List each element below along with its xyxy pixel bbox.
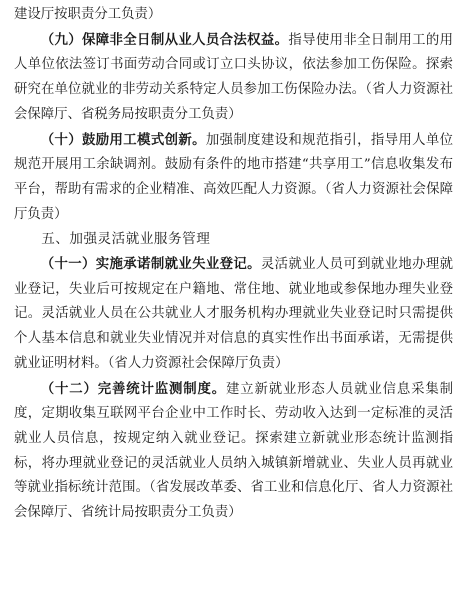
item-11-body: 灵活就业人员可到就业地办理就业登记，失业后可按规定在户籍地、常住地、就业地或参保地办理失业登记。灵活就业人员在公共就业人才服务机构办理就业失业登记时只需提供个人基本信息和就业失业情况并对信息的真实性作出书面承诺，无需提供就业证明材料。（省人力资源社会保障厅负责） xyxy=(14,257,454,371)
item-12-body: 建立新就业形态人员就业信息采集制度，定期收集互联网平台企业中工作时长、劳动收入达到一定标准的灵活就业人员信息，按规定纳入就业登记。探索建立新就业形态统计监测指标，将办理就业登记的灵活就业人员纳入城镇新增就业、失业人员再就业等就业指标统计范围。（省发展改革委、省工业和信息化厅、省人力资源社会保障厅、省统计局按职责分工负责） xyxy=(14,381,454,521)
item-9-heading: （九）保障非全日制从业人员合法权益。 xyxy=(40,31,289,48)
item-10-heading: （十）鼓励用工模式创新。 xyxy=(40,131,206,148)
paragraph-item-10 xyxy=(14,128,453,228)
paragraph-item-12 xyxy=(14,377,453,526)
section-heading-5: 五、加强灵活就业服务管理 xyxy=(41,231,211,248)
paragraph-item-9 xyxy=(14,28,453,128)
continuation-text: 建设厅按职责分工负责） xyxy=(14,7,162,22)
item-12-heading: （十二）完善统计监测制度。 xyxy=(40,380,226,397)
item-9-body: 指导使用非全日制用工的用人单位依法签订书面劳动合同或订立口头协议，依法参加工伤保险。探索研究在单位就业的非劳动关系特定人员参加工伤保险办法。（省人力资源社会保障厅、省税务局按职责分工负责） xyxy=(14,32,454,122)
item-11-heading: （十一）实施承诺制就业失业登记。 xyxy=(40,256,261,273)
item-10-body: 加强制度建设和规范指引，指导用人单位规范开展用工余缺调剂。鼓励有条件的地市搭建“共享用工”信息收集发布平台，帮助有需求的企业精准、高效匹配人力资源。（省人力资源社会保障厅负责） xyxy=(14,132,454,222)
paragraph-item-11 xyxy=(14,252,453,377)
